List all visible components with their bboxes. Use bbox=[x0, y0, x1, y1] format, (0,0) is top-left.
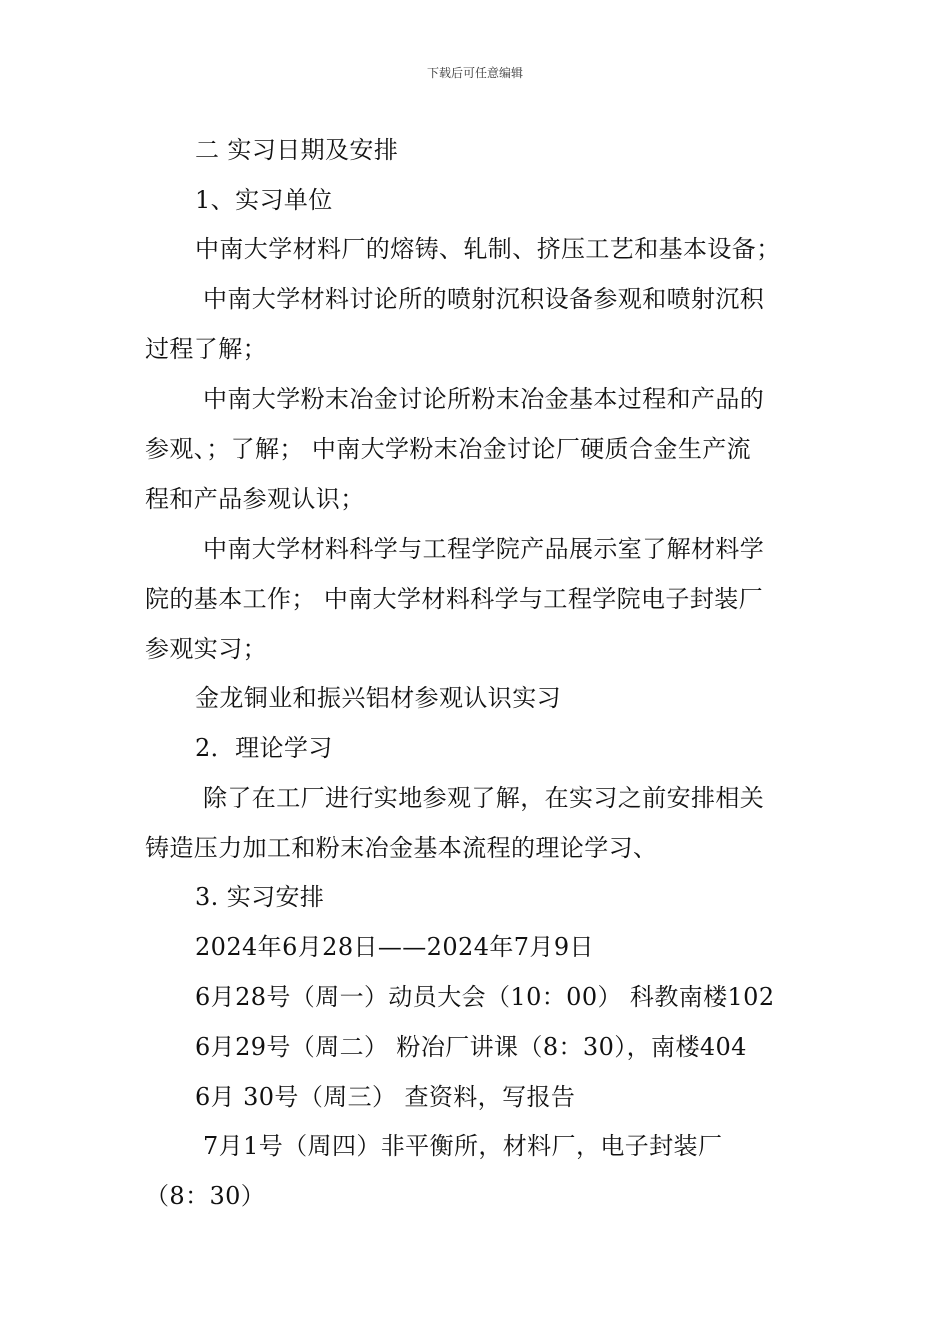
paragraph-line: 院的基本工作； 中南大学材料科学与工程学院电子封装厂 bbox=[145, 585, 764, 613]
paragraph-line: 除了在工厂进行实地参观了解，在实习之前安排相关 bbox=[203, 784, 765, 812]
paragraph-line: 中南大学材料厂的熔铸、轧制、挤压工艺和基本设备； bbox=[195, 235, 781, 263]
subheading-units: 1、实习单位 bbox=[195, 186, 333, 214]
schedule-item: 6月 30号（周三） 查资料，写报告 bbox=[195, 1083, 576, 1111]
paragraph-line: 铸造压力加工和粉末冶金基本流程的理论学习、 bbox=[145, 834, 658, 862]
paragraph-line: 参观、；了解； 中南大学粉末冶金讨论厂硬质合金生产流 bbox=[145, 435, 752, 463]
page-header: 下载后可任意编辑 bbox=[426, 66, 523, 80]
subheading-theory: 2．理论学习 bbox=[195, 734, 333, 762]
paragraph-line: 程和产品参观认识； bbox=[145, 485, 365, 513]
paragraph-line: 中南大学材料讨论所的喷射沉积设备参观和喷射沉积 bbox=[203, 285, 765, 313]
subheading-schedule: 3. 实习安排 bbox=[195, 883, 325, 911]
schedule-item: （8：30） bbox=[145, 1182, 266, 1210]
schedule-item: 7月1号（周四）非平衡所，材料厂，电子封装厂 bbox=[203, 1132, 723, 1160]
paragraph-line: 金龙铜业和振兴铝材参观认识实习 bbox=[195, 684, 561, 712]
paragraph-line: 过程了解； bbox=[145, 335, 267, 363]
paragraph-line: 中南大学材料科学与工程学院产品展示室了解材料学 bbox=[203, 535, 765, 563]
schedule-date-range: 2024年6月28日——2024年7月9日 bbox=[195, 933, 594, 961]
section-title: 二 实习日期及安排 bbox=[195, 136, 399, 164]
paragraph-line: 参观实习； bbox=[145, 635, 267, 663]
schedule-item: 6月28号（周一）动员大会（10：00） 科教南楼102 bbox=[195, 983, 775, 1011]
paragraph-line: 中南大学粉末冶金讨论所粉末冶金基本过程和产品的 bbox=[203, 385, 765, 413]
schedule-item: 6月29号（周二） 粉冶厂讲课（8：30），南楼404 bbox=[195, 1033, 747, 1061]
